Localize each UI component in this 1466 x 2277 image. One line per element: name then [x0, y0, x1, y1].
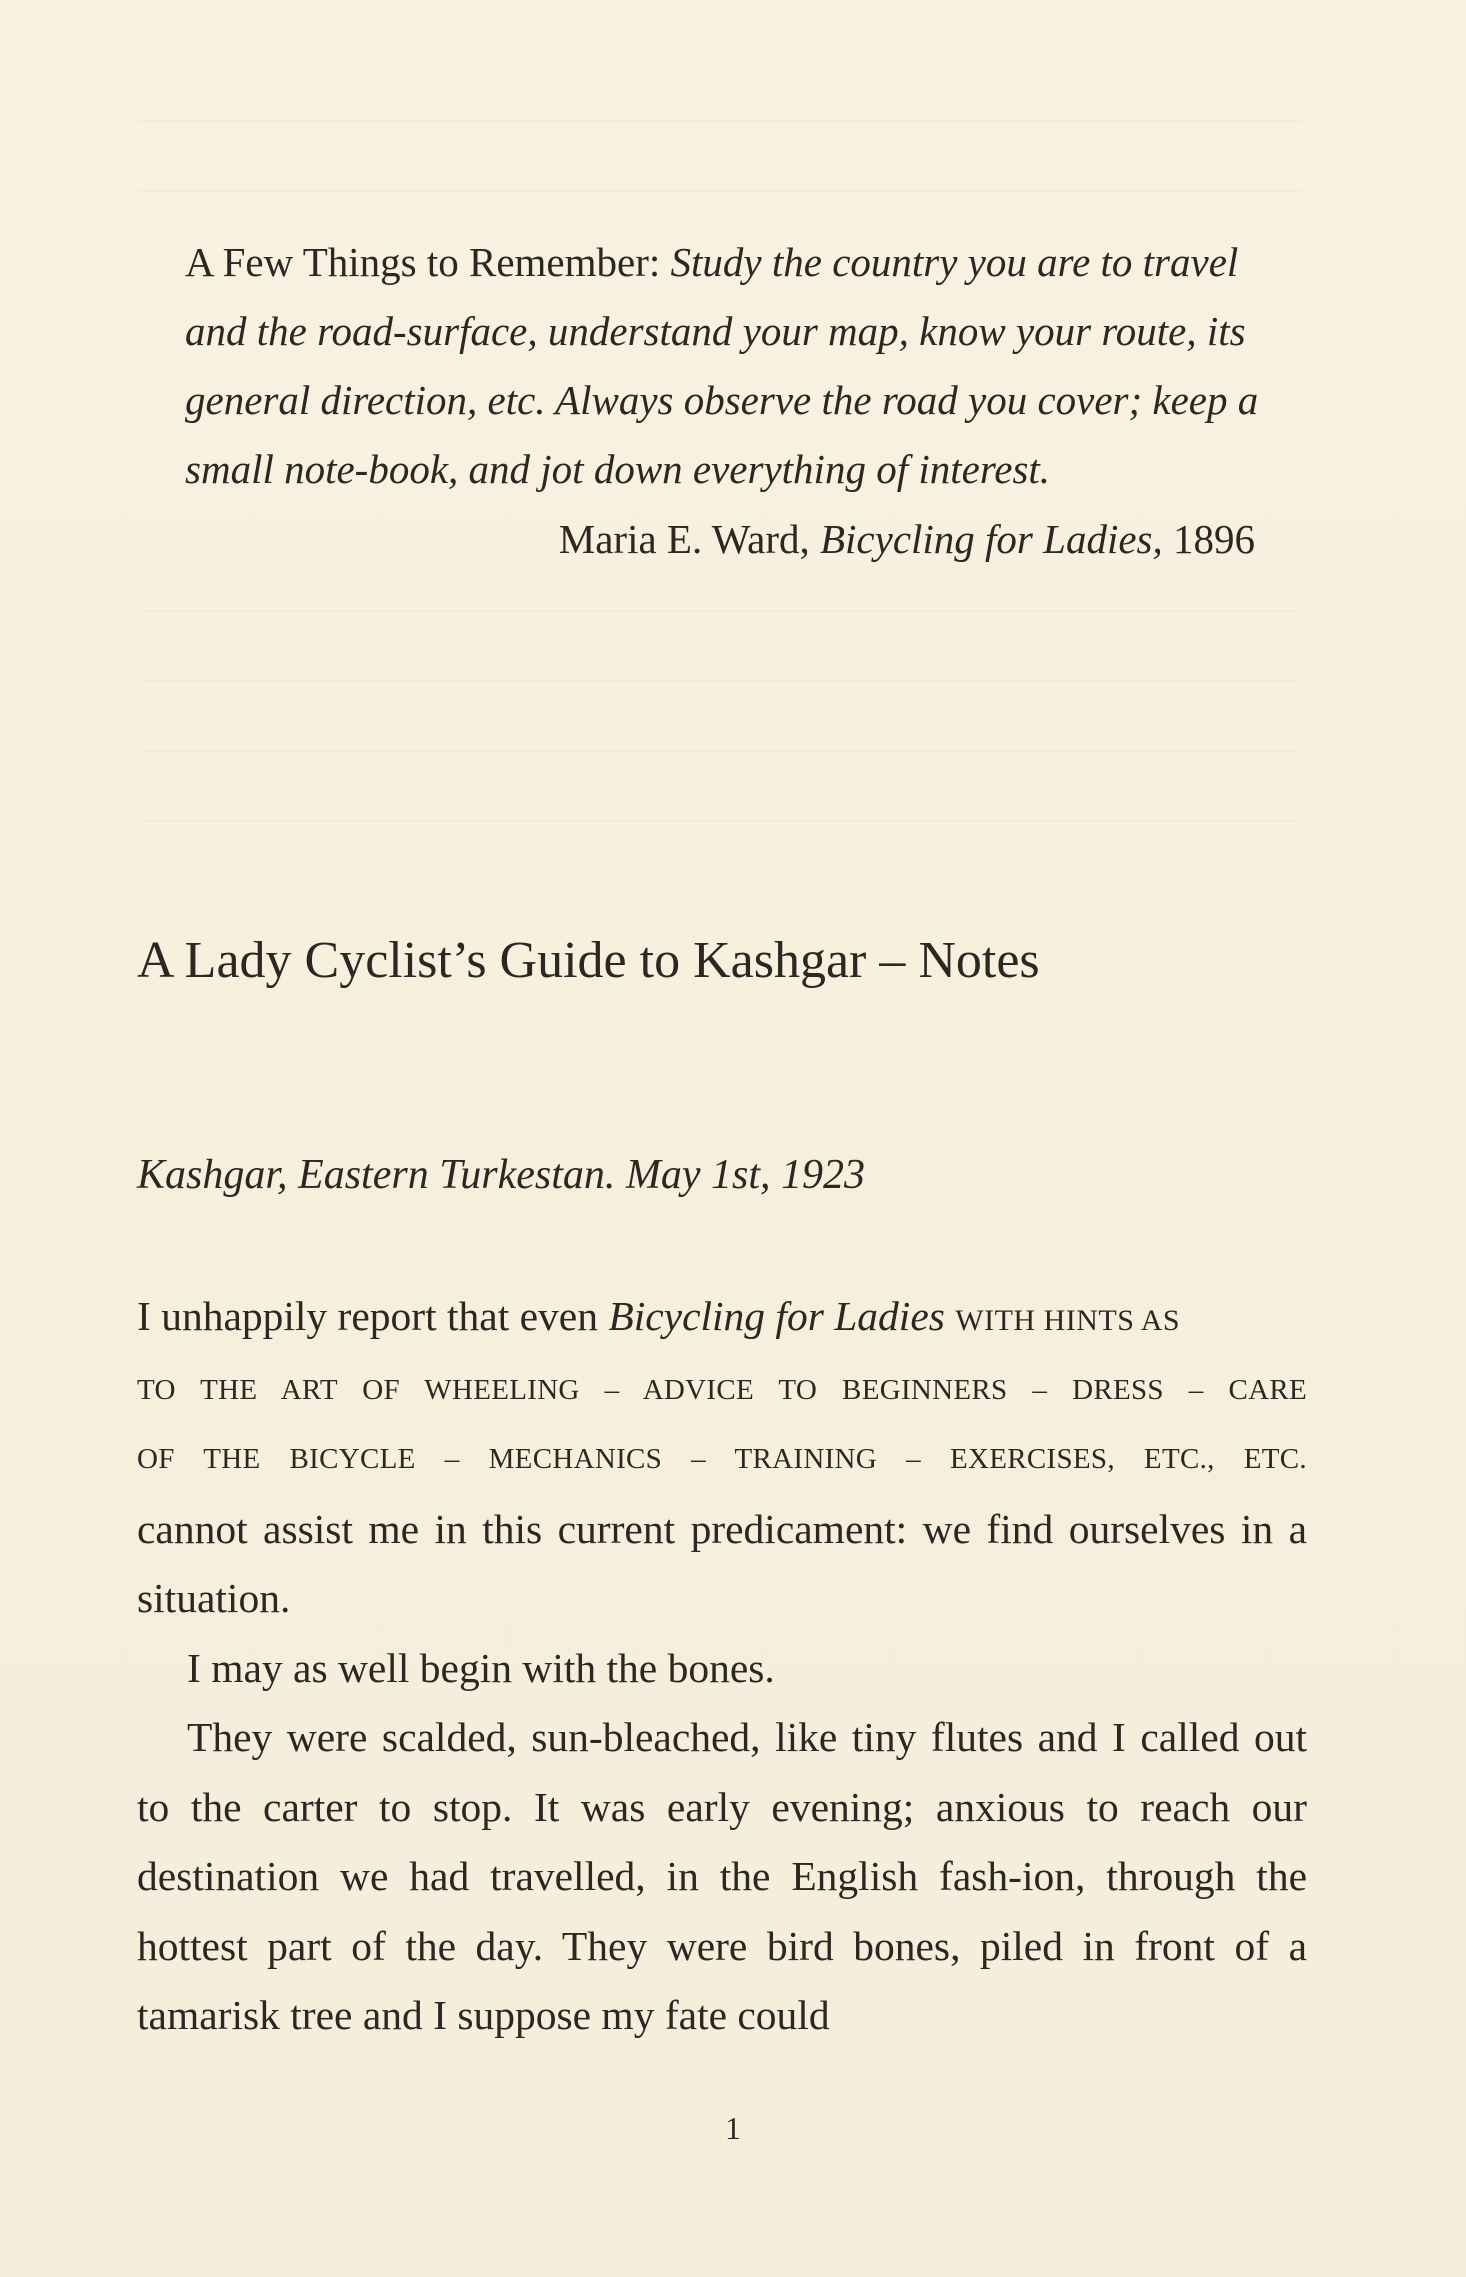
chapter-title: A Lady Cyclist’s Guide to Kashgar – Notes	[137, 932, 1040, 989]
epigraph	[185, 228, 1265, 504]
paragraph-2: I may as well begin with the bones.	[187, 1644, 775, 1691]
p1-start: I unhappily report that even	[137, 1293, 598, 1339]
attribution-book: Bicycling for Ladies,	[819, 516, 1163, 562]
attribution-year: 1896	[1173, 516, 1255, 562]
p1-caps-c: OF THE BICYCLE – MECHANICS – TRAINING – EXERCISES, ETC., ETC.	[137, 1443, 1307, 1475]
epigraph-attribution	[185, 505, 1255, 574]
body-text	[137, 1282, 1307, 2051]
p1-book-title: Bicycling for Ladies	[608, 1293, 945, 1339]
p1-caps-b: TO THE ART OF WHEELING – ADVICE TO BEGINNERS – DRESS – CARE	[137, 1373, 1307, 1406]
paragraph-1	[137, 1282, 1307, 1634]
epigraph-lead: A Few Things to Remember:	[185, 239, 661, 285]
attribution-author: Maria E. Ward,	[558, 516, 810, 562]
paragraph-3: They were scalded, sun-bleached, like tiny flutes and I called out to the carter to stop. It was early evening; anxious to reach our destination we had travelled, in the English fash-ion, through the hottest part of the day. They were bird bones, piled in front of a tamarisk tree and I suppose my fate could	[137, 1714, 1307, 2038]
p1-caps-a: WITH HINTS AS	[955, 1304, 1181, 1337]
page-number: 1	[725, 2110, 741, 2146]
p1-end: cannot assist me in this current predicament: we find ourselves in a situation.	[137, 1505, 1307, 1621]
epigraph-quote: Study the country you are to travel and the road-surface, understand your map, know your route, its general direction, etc. Always observe the road you cover; keep a small note-book, and jot down everything of interest.	[185, 239, 1259, 492]
chapter-dateline: Kashgar, Eastern Turkestan. May 1st, 1923	[137, 1152, 866, 1198]
